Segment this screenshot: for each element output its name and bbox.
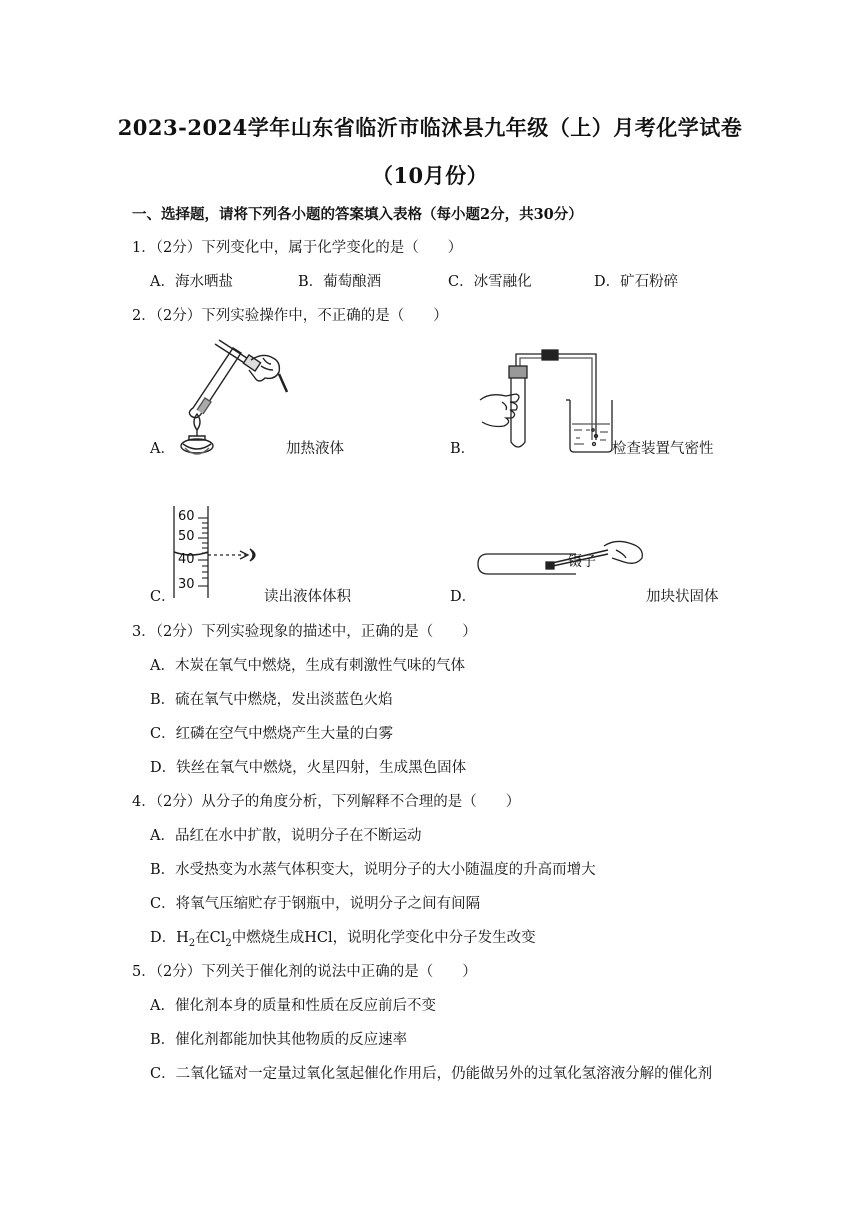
q5-option-b: B．催化剂都能加快其他物质的反应速率: [150, 1032, 408, 1048]
q2-option-b-letter: B．: [450, 441, 476, 457]
q2-option-a-caption: 加热液体: [286, 441, 344, 457]
paper-title-line1: 2023-2024学年山东省临沂市临沭县九年级（上）月考化学试卷: [117, 115, 743, 140]
q1-option-c: C．冰雪融化: [448, 274, 532, 290]
q5-option-a: A．催化剂本身的质量和性质在反应前后不变: [150, 998, 436, 1014]
tweezers-label: 镊子: [568, 554, 596, 570]
airtightness-check-figure: [476, 344, 616, 456]
cylinder-tick-60: 60: [178, 509, 195, 524]
adding-solid-figure: [476, 540, 646, 590]
q4-option-a: A．品红在水中扩散，说明分子在不断运动: [150, 828, 422, 844]
q1-option-d: D．矿石粉碎: [594, 274, 679, 290]
q3-option-a: A．木炭在氧气中燃烧，生成有刺激性气味的气体: [150, 658, 465, 674]
q2-option-c-letter: C．: [150, 589, 176, 605]
q2-option-c-caption: 读出液体体积: [264, 589, 351, 605]
q4-option-c: C．将氧气压缩贮存于钢瓶中，说明分子之间有间隔: [150, 896, 481, 912]
q4-option-b: B．水受热变为水蒸气体积变大，说明分子的大小随温度的升高而增大: [150, 862, 596, 878]
cylinder-tick-50: 50: [178, 529, 195, 544]
q1-option-b: B．葡萄酿酒: [298, 274, 382, 290]
section-heading: 一、选择题，请将下列各小题的答案填入表格（每小题2分，共30分）: [132, 206, 583, 223]
question-1-stem: 1．（2分）下列变化中，属于化学变化的是（ ）: [132, 240, 463, 256]
q2-option-b-caption: 检查装置气密性: [612, 441, 714, 457]
q3-option-d: D．铁丝在氧气中燃烧，火星四射，生成黑色固体: [150, 760, 467, 776]
q1-option-a: A．海水晒盐: [150, 274, 233, 290]
q3-option-c: C．红磷在空气中燃烧产生大量的白雾: [150, 726, 394, 742]
question-5-stem: 5．（2分）下列关于催化剂的说法中正确的是（ ）: [132, 964, 477, 980]
cylinder-tick-40: 40: [178, 552, 195, 567]
q2-option-a-letter: A．: [150, 441, 175, 457]
question-2-stem: 2．（2分）下列实验操作中，不正确的是（ ）: [132, 308, 448, 324]
question-3-stem: 3．（2分）下列实验现象的描述中，正确的是（ ）: [132, 624, 477, 640]
q3-option-b: B．硫在氧气中燃烧，发出淡蓝色火焰: [150, 692, 393, 708]
q2-option-d-letter: D．: [450, 589, 477, 605]
q5-option-c: C．二氧化锰对一定量过氧化氢起催化作用后，仍能做另外的过氧化氢溶液分解的催化剂: [150, 1066, 713, 1082]
heating-liquid-figure: [175, 338, 295, 458]
cylinder-tick-30: 30: [178, 577, 195, 592]
paper-title-line2: （10月份）: [371, 163, 489, 188]
q4-option-d: D．$H_2$在$Cl_2$中燃烧生成HCl，说明化学变化中分子发生改变: [150, 930, 536, 949]
question-4-stem: 4．（2分）从分子的角度分析，下列解释不合理的是（ ）: [132, 794, 521, 810]
q2-option-d-caption: 加块状固体: [646, 589, 719, 605]
